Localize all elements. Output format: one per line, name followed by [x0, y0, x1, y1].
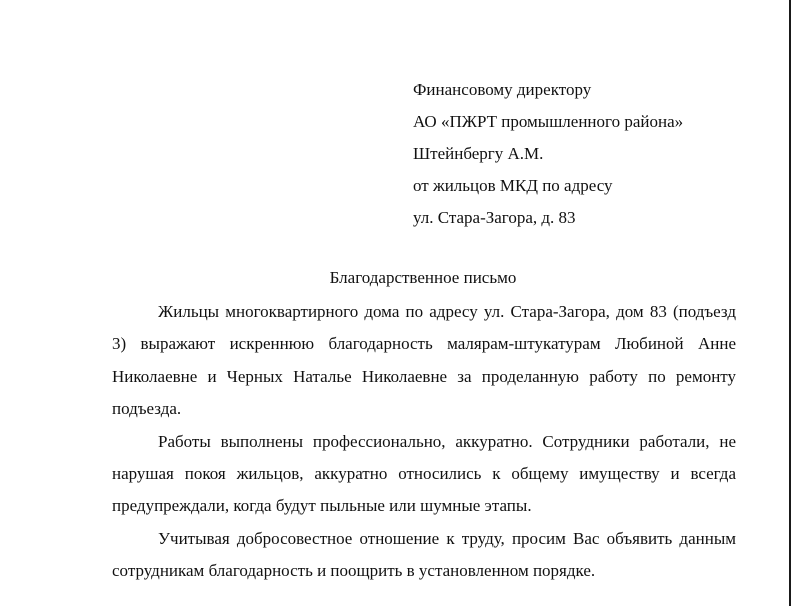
sender-line: от жильцов МКД по адресу — [413, 176, 613, 195]
body-paragraph: Жильцы многоквартирного дома по адресу ул. Стара-Загора, дом 83 (подъезд 3) выражают искреннюю благодарность малярам-штукатурам Любиной Анне Николаевне и Черных Наталье Николаевне за проделанную работу по ремонту подъезда. — [112, 302, 736, 419]
addressee-block — [413, 74, 773, 234]
addressee-name: Штейнбергу А.М. — [413, 144, 544, 163]
letter-body — [112, 296, 736, 588]
sender-address: ул. Стара-Загора, д. 83 — [413, 208, 576, 227]
body-paragraph: Работы выполнены профессионально, аккуратно. Сотрудники работали, не нарушая покоя жильцов, аккуратно относились к общему имуществу и всегда предупреждали, когда будут пыльные или шумные этапы. — [112, 431, 736, 516]
addressee-position: Финансовому директору — [413, 80, 592, 99]
addressee-organization: АО «ПЖРТ промышленного района» — [413, 112, 684, 131]
letter-title: Благодарственное письмо — [329, 268, 517, 287]
body-paragraph: Учитывая добросовестное отношение к труду, просим Вас объявить данным сотрудникам благодарность и поощрить в установленном порядке. — [112, 528, 736, 581]
